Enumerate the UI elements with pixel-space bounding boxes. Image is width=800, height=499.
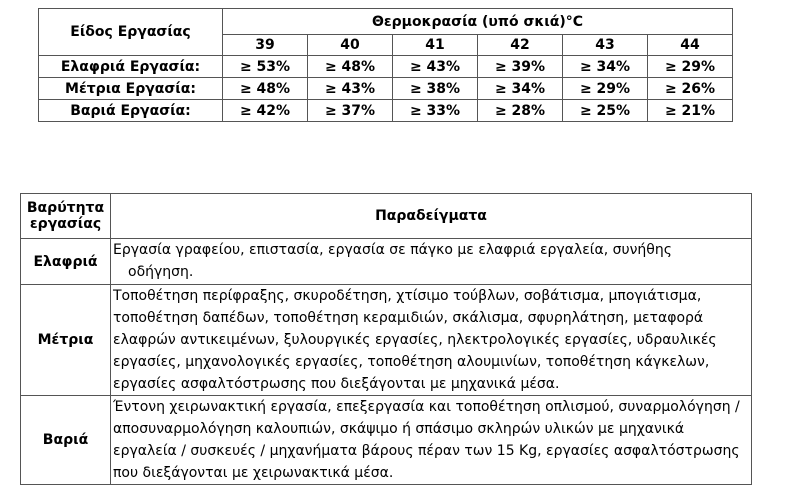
work-type-header: Είδος Εργασίας bbox=[39, 9, 223, 56]
table-row bbox=[39, 100, 733, 122]
examples-moderate: Τοποθέτηση περίφραξης, σκυροδέτηση, χτίσιμο τούβλων, σοβάτισμα, μπογιάτισμα, τοποθέτηση δαπέδων, τοποθέτηση κεραμιδιών, σκάλισμα, σφυρηλάτηση, μεταφορά ελαφρών αντικειμένων, ξυλουργικές εργασίες, ηλεκτρολογικές εργασίες, υδραυλικές εργασίες, μηχανολογικές εργασίες, τοποθέτηση αλουμινίων, τοποθέτηση κάγκελων, εργασίες ασφαλτόστρωσης που διεξάγονται με μηχανικά μέσα. bbox=[111, 285, 752, 396]
table-row bbox=[39, 78, 733, 100]
value-cell: ≥ 34% bbox=[478, 78, 563, 100]
examples-header: Παραδείγματα bbox=[111, 194, 752, 239]
value-cell: ≥ 34% bbox=[563, 56, 648, 78]
table-row bbox=[21, 396, 752, 485]
severity-header-line1: Βαρύτητα bbox=[26, 200, 105, 216]
table-row bbox=[39, 56, 733, 78]
value-cell: ≥ 28% bbox=[478, 100, 563, 122]
value-cell: ≥ 25% bbox=[563, 100, 648, 122]
examples-light bbox=[111, 239, 752, 285]
severity-light: Ελαφριά bbox=[21, 239, 111, 285]
value-cell: ≥ 26% bbox=[648, 78, 733, 100]
value-cell: ≥ 53% bbox=[223, 56, 308, 78]
temperature-header-label: Θερμοκρασία (υπό σκιά) bbox=[371, 13, 566, 30]
examples-light-line2: οδήγηση. bbox=[128, 264, 194, 280]
value-cell: ≥ 33% bbox=[393, 100, 478, 122]
severity-header-line2: εργασίας bbox=[29, 216, 102, 232]
temperature-header bbox=[223, 9, 733, 35]
value-cell: ≥ 39% bbox=[478, 56, 563, 78]
value-cell: ≥ 29% bbox=[563, 78, 648, 100]
value-cell: ≥ 43% bbox=[308, 78, 393, 100]
row-label-light: Ελαφριά Εργασία: bbox=[39, 56, 223, 78]
temperature-44: 44 bbox=[648, 35, 733, 56]
temperature-42: 42 bbox=[478, 35, 563, 56]
value-cell: ≥ 48% bbox=[308, 56, 393, 78]
value-cell: ≥ 21% bbox=[648, 100, 733, 122]
temperature-unit: °C bbox=[565, 13, 584, 30]
value-cell: ≥ 42% bbox=[223, 100, 308, 122]
temperature-43: 43 bbox=[563, 35, 648, 56]
row-label-heavy: Βαριά Εργασία: bbox=[39, 100, 223, 122]
value-cell: ≥ 43% bbox=[393, 56, 478, 78]
table-row bbox=[21, 285, 752, 396]
table-row bbox=[21, 239, 752, 285]
row-label-moderate: Μέτρια Εργασία: bbox=[39, 78, 223, 100]
value-cell: ≥ 38% bbox=[393, 78, 478, 100]
temperature-40: 40 bbox=[308, 35, 393, 56]
temperature-41: 41 bbox=[393, 35, 478, 56]
severity-moderate: Μέτρια bbox=[21, 285, 111, 396]
examples-light-line1: Εργασία γραφείου, επιστασία, εργασία σε πάγκο με ελαφριά εργαλεία, συνήθης bbox=[113, 242, 672, 258]
work-severity-examples-table bbox=[20, 193, 752, 485]
severity-header bbox=[21, 194, 111, 239]
value-cell: ≥ 29% bbox=[648, 56, 733, 78]
temperature-humidity-table bbox=[38, 8, 733, 122]
value-cell: ≥ 48% bbox=[223, 78, 308, 100]
temperature-39: 39 bbox=[223, 35, 308, 56]
severity-heavy: Βαριά bbox=[21, 396, 111, 485]
value-cell: ≥ 37% bbox=[308, 100, 393, 122]
examples-heavy: Έντονη χειρωνακτική εργασία, επεξεργασία και τοποθέτηση οπλισμού, συναρμολόγηση / αποσυναρμολόγηση καλουπιών, σκάψιμο ή σπάσιμο σκληρών υλικών με μηχανικά εργαλεία / συσκευές / μηχανήματα βάρους πέραν των 15 Kg, εργασίες ασφαλτόστρωσης που διεξάγονται με χειρωνακτικά μέσα. bbox=[111, 396, 752, 485]
